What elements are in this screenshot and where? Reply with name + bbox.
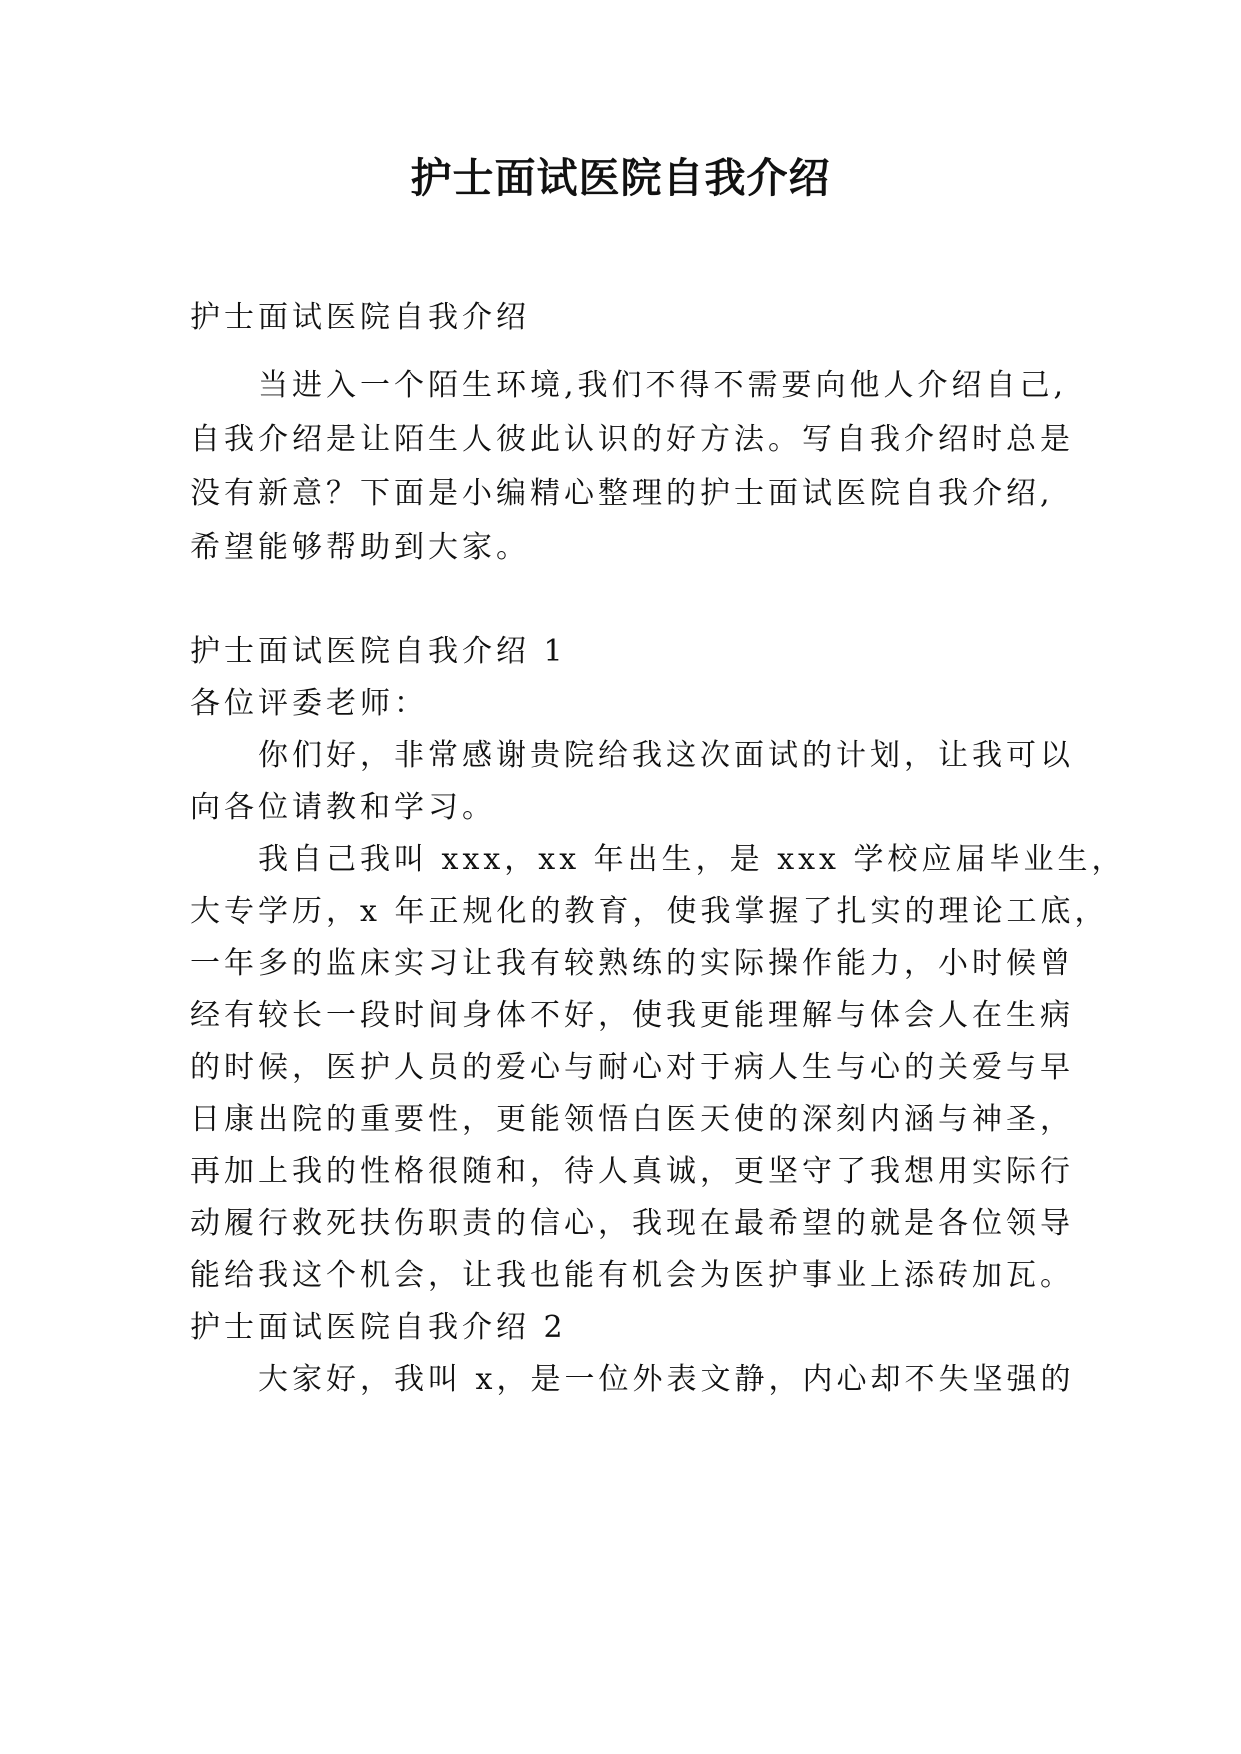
section-heading: 护士面试医院自我介绍 1 [190, 634, 567, 669]
paragraph-line: 日康出院的重要性，更能领悟白医天使的深刻内涵与神圣， [190, 1102, 1074, 1137]
paragraph-line: 动履行救死扶伤职责的信心，我现在最希望的就是各位领导 [190, 1206, 1074, 1241]
paragraph-line: 自我介绍是让陌生人彼此认识的好方法。写自我介绍时总是 [190, 422, 1074, 457]
paragraph-line: 你们好，非常感谢贵院给我这次面试的计划，让我可以 [258, 738, 1074, 773]
section-heading: 护士面试医院自我介绍 2 [190, 1310, 567, 1345]
salutation-line: 各位评委老师： [190, 686, 428, 721]
paragraph-line: 我自己我叫 xxx，xx 年出生，是 xxx 学校应届毕业生， [258, 842, 1126, 877]
paragraph-line: 希望能够帮助到大家。 [190, 530, 530, 565]
paragraph-line: 大专学历，x 年正规化的教育，使我掌握了扎实的理论工底， [190, 894, 1109, 929]
paragraph-line: 一年多的监床实习让我有较熟练的实际操作能力，小时候曾 [190, 946, 1074, 981]
paragraph-line: 没有新意？下面是小编精心整理的护士面试医院自我介绍, [190, 476, 1054, 511]
subtitle-line: 护士面试医院自我介绍 [190, 300, 530, 335]
paragraph-line: 大家好，我叫 x，是一位外表文静，内心却不失坚强的 [258, 1362, 1075, 1397]
paragraph-line: 向各位请教和学习。 [190, 790, 496, 825]
paragraph-line: 能给我这个机会，让我也能有机会为医护事业上添砖加瓦。 [190, 1258, 1074, 1293]
document-title: 护士面试医院自我介绍 [410, 154, 831, 202]
paragraph-line: 当进入一个陌生环境,我们不得不需要向他人介绍自己, [258, 368, 1068, 403]
paragraph-line: 再加上我的性格很随和，待人真诚，更坚守了我想用实际行 [190, 1154, 1074, 1189]
paragraph-line: 的时候，医护人员的爱心与耐心对于病人生与心的关爱与早 [190, 1050, 1074, 1085]
paragraph-line: 经有较长一段时间身体不好，使我更能理解与体会人在生病 [190, 998, 1074, 1033]
